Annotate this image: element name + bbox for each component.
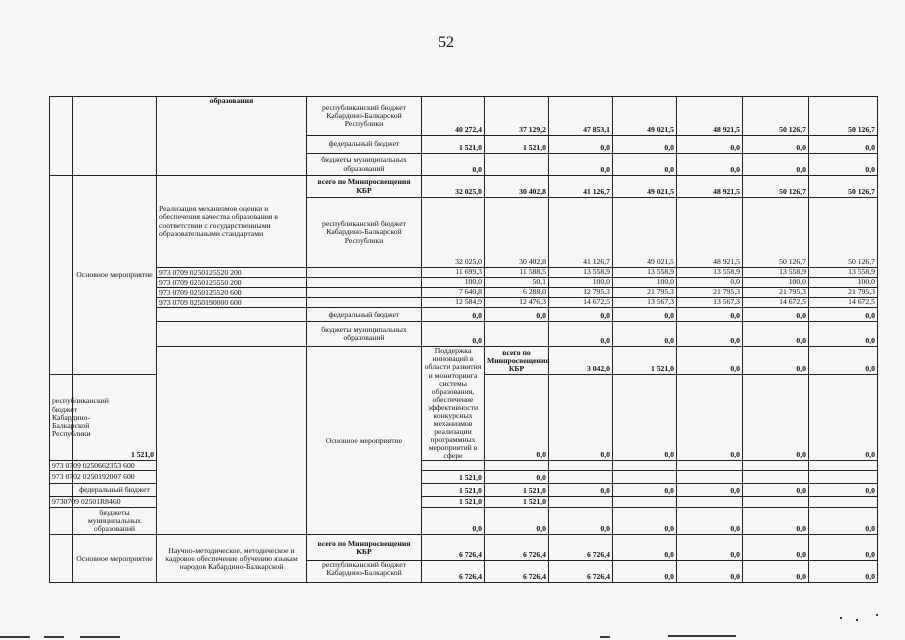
value-cell: 6 288,0 bbox=[485, 288, 549, 298]
value-cell: 0,0 bbox=[809, 154, 878, 176]
value-cell: 0,0 bbox=[422, 154, 485, 176]
value-cell: 32 025,0 bbox=[422, 198, 485, 268]
funding-source: бюджеты муниципальных образований bbox=[307, 322, 422, 347]
value-cell bbox=[613, 471, 677, 484]
value-cell: 0,0 bbox=[549, 322, 613, 347]
scan-speck bbox=[876, 614, 878, 616]
value-cell bbox=[549, 471, 613, 484]
value-cell: 0,0 bbox=[549, 508, 613, 535]
value-cell: 21 795,3 bbox=[743, 288, 809, 298]
value-cell: 50 126,7 bbox=[809, 198, 878, 268]
value-cell: 0,0 bbox=[677, 278, 743, 288]
value-cell: 1 521,0 bbox=[485, 497, 549, 508]
budget-table bbox=[49, 96, 878, 583]
value-cell: 0,0 bbox=[549, 484, 613, 497]
value-cell: 6 726,4 bbox=[549, 561, 613, 583]
value-cell: 1 521,0 bbox=[422, 471, 485, 484]
value-cell: 6 726,4 bbox=[422, 535, 485, 561]
value-cell: 100,0 bbox=[422, 278, 485, 288]
value-cell: 0,0 bbox=[613, 561, 677, 583]
value-cell: 0,0 bbox=[743, 374, 809, 460]
value-cell: 0,0 bbox=[809, 136, 878, 154]
value-cell: 13 558,9 bbox=[613, 268, 677, 278]
value-cell: 0,0 bbox=[485, 508, 549, 535]
empty-cell bbox=[50, 535, 73, 583]
value-cell: 49 021,5 bbox=[613, 97, 677, 136]
value-cell: 50 126,7 bbox=[743, 198, 809, 268]
scan-speck bbox=[840, 617, 842, 619]
value-cell: 1 521,0 bbox=[73, 374, 157, 460]
scan-mark bbox=[44, 636, 64, 638]
value-cell: 0,0 bbox=[613, 374, 677, 460]
value-cell bbox=[809, 497, 878, 508]
value-cell: 47 853,1 bbox=[549, 97, 613, 136]
value-cell: 100,0 bbox=[549, 278, 613, 288]
funding-source: республиканский бюджет Кабардино-Балкарской Республики bbox=[50, 374, 73, 460]
value-cell: 0,0 bbox=[613, 136, 677, 154]
value-cell: 1 521,0 bbox=[422, 497, 485, 508]
value-cell: 14 672,5 bbox=[743, 298, 809, 308]
page-number: 52 bbox=[438, 34, 454, 51]
value-cell: 0,0 bbox=[677, 508, 743, 535]
value-cell: 0,0 bbox=[743, 561, 809, 583]
funding-source: бюджеты муниципальных образований bbox=[307, 154, 422, 176]
empty-cell bbox=[307, 268, 422, 278]
value-cell: 0,0 bbox=[422, 508, 485, 535]
value-cell: 50 126,7 bbox=[809, 97, 878, 136]
value-cell: 1 521,0 bbox=[613, 347, 677, 375]
empty-cell bbox=[157, 347, 307, 535]
measure-kind: Основное мероприятие bbox=[73, 176, 157, 375]
value-cell bbox=[677, 497, 743, 508]
funding-source: республиканский бюджет Кабардино-Балкарской bbox=[307, 561, 422, 583]
funding-source: федеральный бюджет bbox=[73, 484, 157, 497]
value-cell: 0,0 bbox=[677, 535, 743, 561]
value-cell: 1 521,0 bbox=[485, 484, 549, 497]
funding-source: федеральный бюджет bbox=[307, 136, 422, 154]
value-cell: 32 025,0 bbox=[422, 176, 485, 198]
value-cell: 0,0 bbox=[485, 471, 549, 484]
value-cell: 13 558,9 bbox=[809, 268, 878, 278]
budget-code: 973 0709 0250125520 200 bbox=[157, 268, 307, 278]
value-cell: 0,0 bbox=[422, 308, 485, 322]
empty-cell bbox=[307, 288, 422, 298]
value-cell bbox=[677, 461, 743, 471]
scan-mark bbox=[80, 636, 120, 638]
value-cell: 0,0 bbox=[743, 347, 809, 375]
value-cell: 21 795,3 bbox=[809, 288, 878, 298]
budget-code: 973 0709 0250125550 200 bbox=[157, 278, 307, 288]
table-row bbox=[50, 176, 878, 198]
budget-code: 9730709 02501R8460 bbox=[50, 497, 73, 508]
value-cell bbox=[485, 322, 549, 347]
value-cell: 30 402,8 bbox=[485, 176, 549, 198]
value-cell: 0,0 bbox=[613, 508, 677, 535]
value-cell: 0,0 bbox=[677, 561, 743, 583]
value-cell: 0,0 bbox=[549, 136, 613, 154]
empty-cell bbox=[50, 484, 73, 497]
value-cell: 49 021,5 bbox=[613, 176, 677, 198]
value-cell: 0,0 bbox=[549, 308, 613, 322]
value-cell: 0,0 bbox=[422, 322, 485, 347]
table-row bbox=[50, 288, 878, 298]
value-cell: 7 640,8 bbox=[422, 288, 485, 298]
measure-kind: Основное мероприятие bbox=[73, 535, 157, 583]
value-cell: 12 584,9 bbox=[422, 298, 485, 308]
table-row bbox=[50, 535, 878, 561]
value-cell: 13 558,9 bbox=[677, 268, 743, 278]
table-row bbox=[50, 268, 878, 278]
empty-cell bbox=[73, 97, 157, 176]
empty-cell bbox=[50, 508, 73, 535]
value-cell: 11 588,5 bbox=[485, 268, 549, 278]
funding-source: бюджеты муниципальных образований bbox=[73, 508, 157, 535]
table-row bbox=[50, 278, 878, 288]
empty-cell bbox=[307, 278, 422, 288]
value-cell: 0,0 bbox=[677, 347, 743, 375]
value-cell bbox=[743, 461, 809, 471]
value-cell bbox=[485, 461, 549, 471]
value-cell bbox=[809, 461, 878, 471]
funding-source: федеральный бюджет bbox=[307, 308, 422, 322]
value-cell: 0,0 bbox=[743, 154, 809, 176]
budget-code: 973 0702 0250192007 600 bbox=[50, 471, 73, 484]
value-cell: 0,0 bbox=[809, 322, 878, 347]
funding-source: республиканский бюджет Кабардино-Балкарской Республики bbox=[307, 198, 422, 268]
value-cell: 0,0 bbox=[809, 535, 878, 561]
value-cell: 6 726,4 bbox=[485, 561, 549, 583]
value-cell: 0,0 bbox=[743, 535, 809, 561]
value-cell: 3 042,0 bbox=[549, 347, 613, 375]
value-cell: 100,0 bbox=[743, 278, 809, 288]
value-cell: 6 726,4 bbox=[549, 535, 613, 561]
value-cell bbox=[422, 461, 485, 471]
value-cell: 37 129,2 bbox=[485, 97, 549, 136]
measure-kind: Основное мероприятие bbox=[307, 347, 422, 535]
value-cell: 13 567,3 bbox=[613, 298, 677, 308]
value-cell: 14 672,5 bbox=[809, 298, 878, 308]
value-cell: 0,0 bbox=[677, 484, 743, 497]
value-cell: 0,0 bbox=[613, 535, 677, 561]
value-cell: 0,0 bbox=[743, 322, 809, 347]
table-row bbox=[50, 347, 878, 375]
value-cell bbox=[485, 154, 549, 176]
value-cell: 0,0 bbox=[613, 484, 677, 497]
value-cell: 41 126,7 bbox=[549, 176, 613, 198]
value-cell bbox=[743, 471, 809, 484]
value-cell bbox=[743, 497, 809, 508]
empty-cell bbox=[307, 298, 422, 308]
value-cell: 0,0 bbox=[809, 508, 878, 535]
value-cell bbox=[613, 461, 677, 471]
value-cell: 0,0 bbox=[743, 308, 809, 322]
value-cell: 0,0 bbox=[809, 308, 878, 322]
measure-description: образования bbox=[157, 97, 307, 176]
value-cell: 100,0 bbox=[809, 278, 878, 288]
value-cell: 50 126,7 bbox=[743, 97, 809, 136]
value-cell: 0,0 bbox=[677, 374, 743, 460]
value-cell bbox=[809, 471, 878, 484]
funding-source: всего по Минпросвещения КБР bbox=[307, 535, 422, 561]
value-cell: 0,0 bbox=[809, 374, 878, 460]
value-cell: 11 699,3 bbox=[422, 268, 485, 278]
funding-source: всего по Минпросвещения КБР bbox=[485, 347, 549, 375]
value-cell: 0,0 bbox=[549, 154, 613, 176]
value-cell: 50 126,7 bbox=[743, 176, 809, 198]
value-cell: 0,0 bbox=[743, 508, 809, 535]
value-cell: 1 521,0 bbox=[422, 484, 485, 497]
value-cell: 0,0 bbox=[677, 154, 743, 176]
value-cell: 48 921,5 bbox=[677, 97, 743, 136]
value-cell: 0,0 bbox=[809, 484, 878, 497]
value-cell: 21 795,3 bbox=[677, 288, 743, 298]
scan-mark bbox=[668, 635, 736, 637]
funding-source: всего по Минпросвещения КБР bbox=[307, 176, 422, 198]
funding-source: республиканский бюджет Кабардино-Балкарской Республики bbox=[307, 97, 422, 136]
budget-code: 973 0709 0250662353 600 bbox=[50, 461, 73, 471]
value-cell: 0,0 bbox=[809, 347, 878, 375]
value-cell: 0,0 bbox=[743, 136, 809, 154]
budget-code: 973 0709 0250125520 600 bbox=[157, 288, 307, 298]
value-cell: 40 272,4 bbox=[422, 97, 485, 136]
table-row bbox=[50, 97, 878, 136]
value-cell: 13 558,9 bbox=[743, 268, 809, 278]
value-cell: 0,0 bbox=[743, 484, 809, 497]
value-cell: 100,0 bbox=[613, 278, 677, 288]
measure-description: Поддержка инноваций в области развития и мониторинга системы образования, обеспечение эффективности конкурсных механизмов реализации программных мероприятий в сфере bbox=[422, 347, 485, 461]
table-row bbox=[50, 322, 878, 347]
value-cell: 0,0 bbox=[549, 374, 613, 460]
value-cell: 13 567,3 bbox=[677, 298, 743, 308]
value-cell: 6 726,4 bbox=[485, 535, 549, 561]
budget-code: 973 0709 0250190000 600 bbox=[157, 298, 307, 308]
value-cell: 0,0 bbox=[677, 308, 743, 322]
value-cell: 6 726,4 bbox=[422, 561, 485, 583]
scan-artifacts bbox=[0, 620, 905, 640]
value-cell: 1 521,0 bbox=[485, 136, 549, 154]
value-cell: 0,0 bbox=[613, 308, 677, 322]
value-cell: 0,0 bbox=[485, 308, 549, 322]
value-cell: 30 402,8 bbox=[485, 198, 549, 268]
scan-speck bbox=[856, 619, 858, 621]
value-cell bbox=[613, 497, 677, 508]
value-cell: 49 021,5 bbox=[613, 198, 677, 268]
value-cell: 0,0 bbox=[809, 561, 878, 583]
value-cell: 0,0 bbox=[613, 322, 677, 347]
table-row bbox=[50, 308, 878, 322]
value-cell bbox=[549, 497, 613, 508]
scan-mark bbox=[600, 636, 610, 638]
empty-cell bbox=[50, 176, 73, 375]
value-cell: 50,1 bbox=[485, 278, 549, 288]
value-cell: 12 795,3 bbox=[549, 288, 613, 298]
value-cell: 0,0 bbox=[613, 154, 677, 176]
value-cell bbox=[549, 461, 613, 471]
table-row bbox=[50, 298, 878, 308]
empty-cell bbox=[157, 308, 307, 322]
value-cell: 1 521,0 bbox=[422, 136, 485, 154]
value-cell: 12 476,3 bbox=[485, 298, 549, 308]
value-cell: 21 795,3 bbox=[613, 288, 677, 298]
measure-description: Реализация механизмов оценки и обеспечения качества образования в соответствии с государственными образовательными стандартами bbox=[157, 176, 307, 268]
value-cell: 48 921,5 bbox=[677, 176, 743, 198]
value-cell: 13 558,9 bbox=[549, 268, 613, 278]
value-cell bbox=[677, 471, 743, 484]
empty-cell bbox=[157, 322, 307, 347]
value-cell: 48 921,5 bbox=[677, 198, 743, 268]
empty-cell bbox=[50, 97, 73, 176]
value-cell: 0,0 bbox=[677, 322, 743, 347]
scan-mark bbox=[0, 636, 30, 638]
value-cell: 0,0 bbox=[677, 136, 743, 154]
value-cell: 14 672,5 bbox=[549, 298, 613, 308]
measure-description: Научно-методическое, методическое и кадровое обеспечение обучению языкам народов Кабардино-Балкарской bbox=[157, 535, 307, 583]
value-cell: 41 126,7 bbox=[549, 198, 613, 268]
value-cell: 0,0 bbox=[485, 374, 549, 460]
value-cell: 50 126,7 bbox=[809, 176, 878, 198]
